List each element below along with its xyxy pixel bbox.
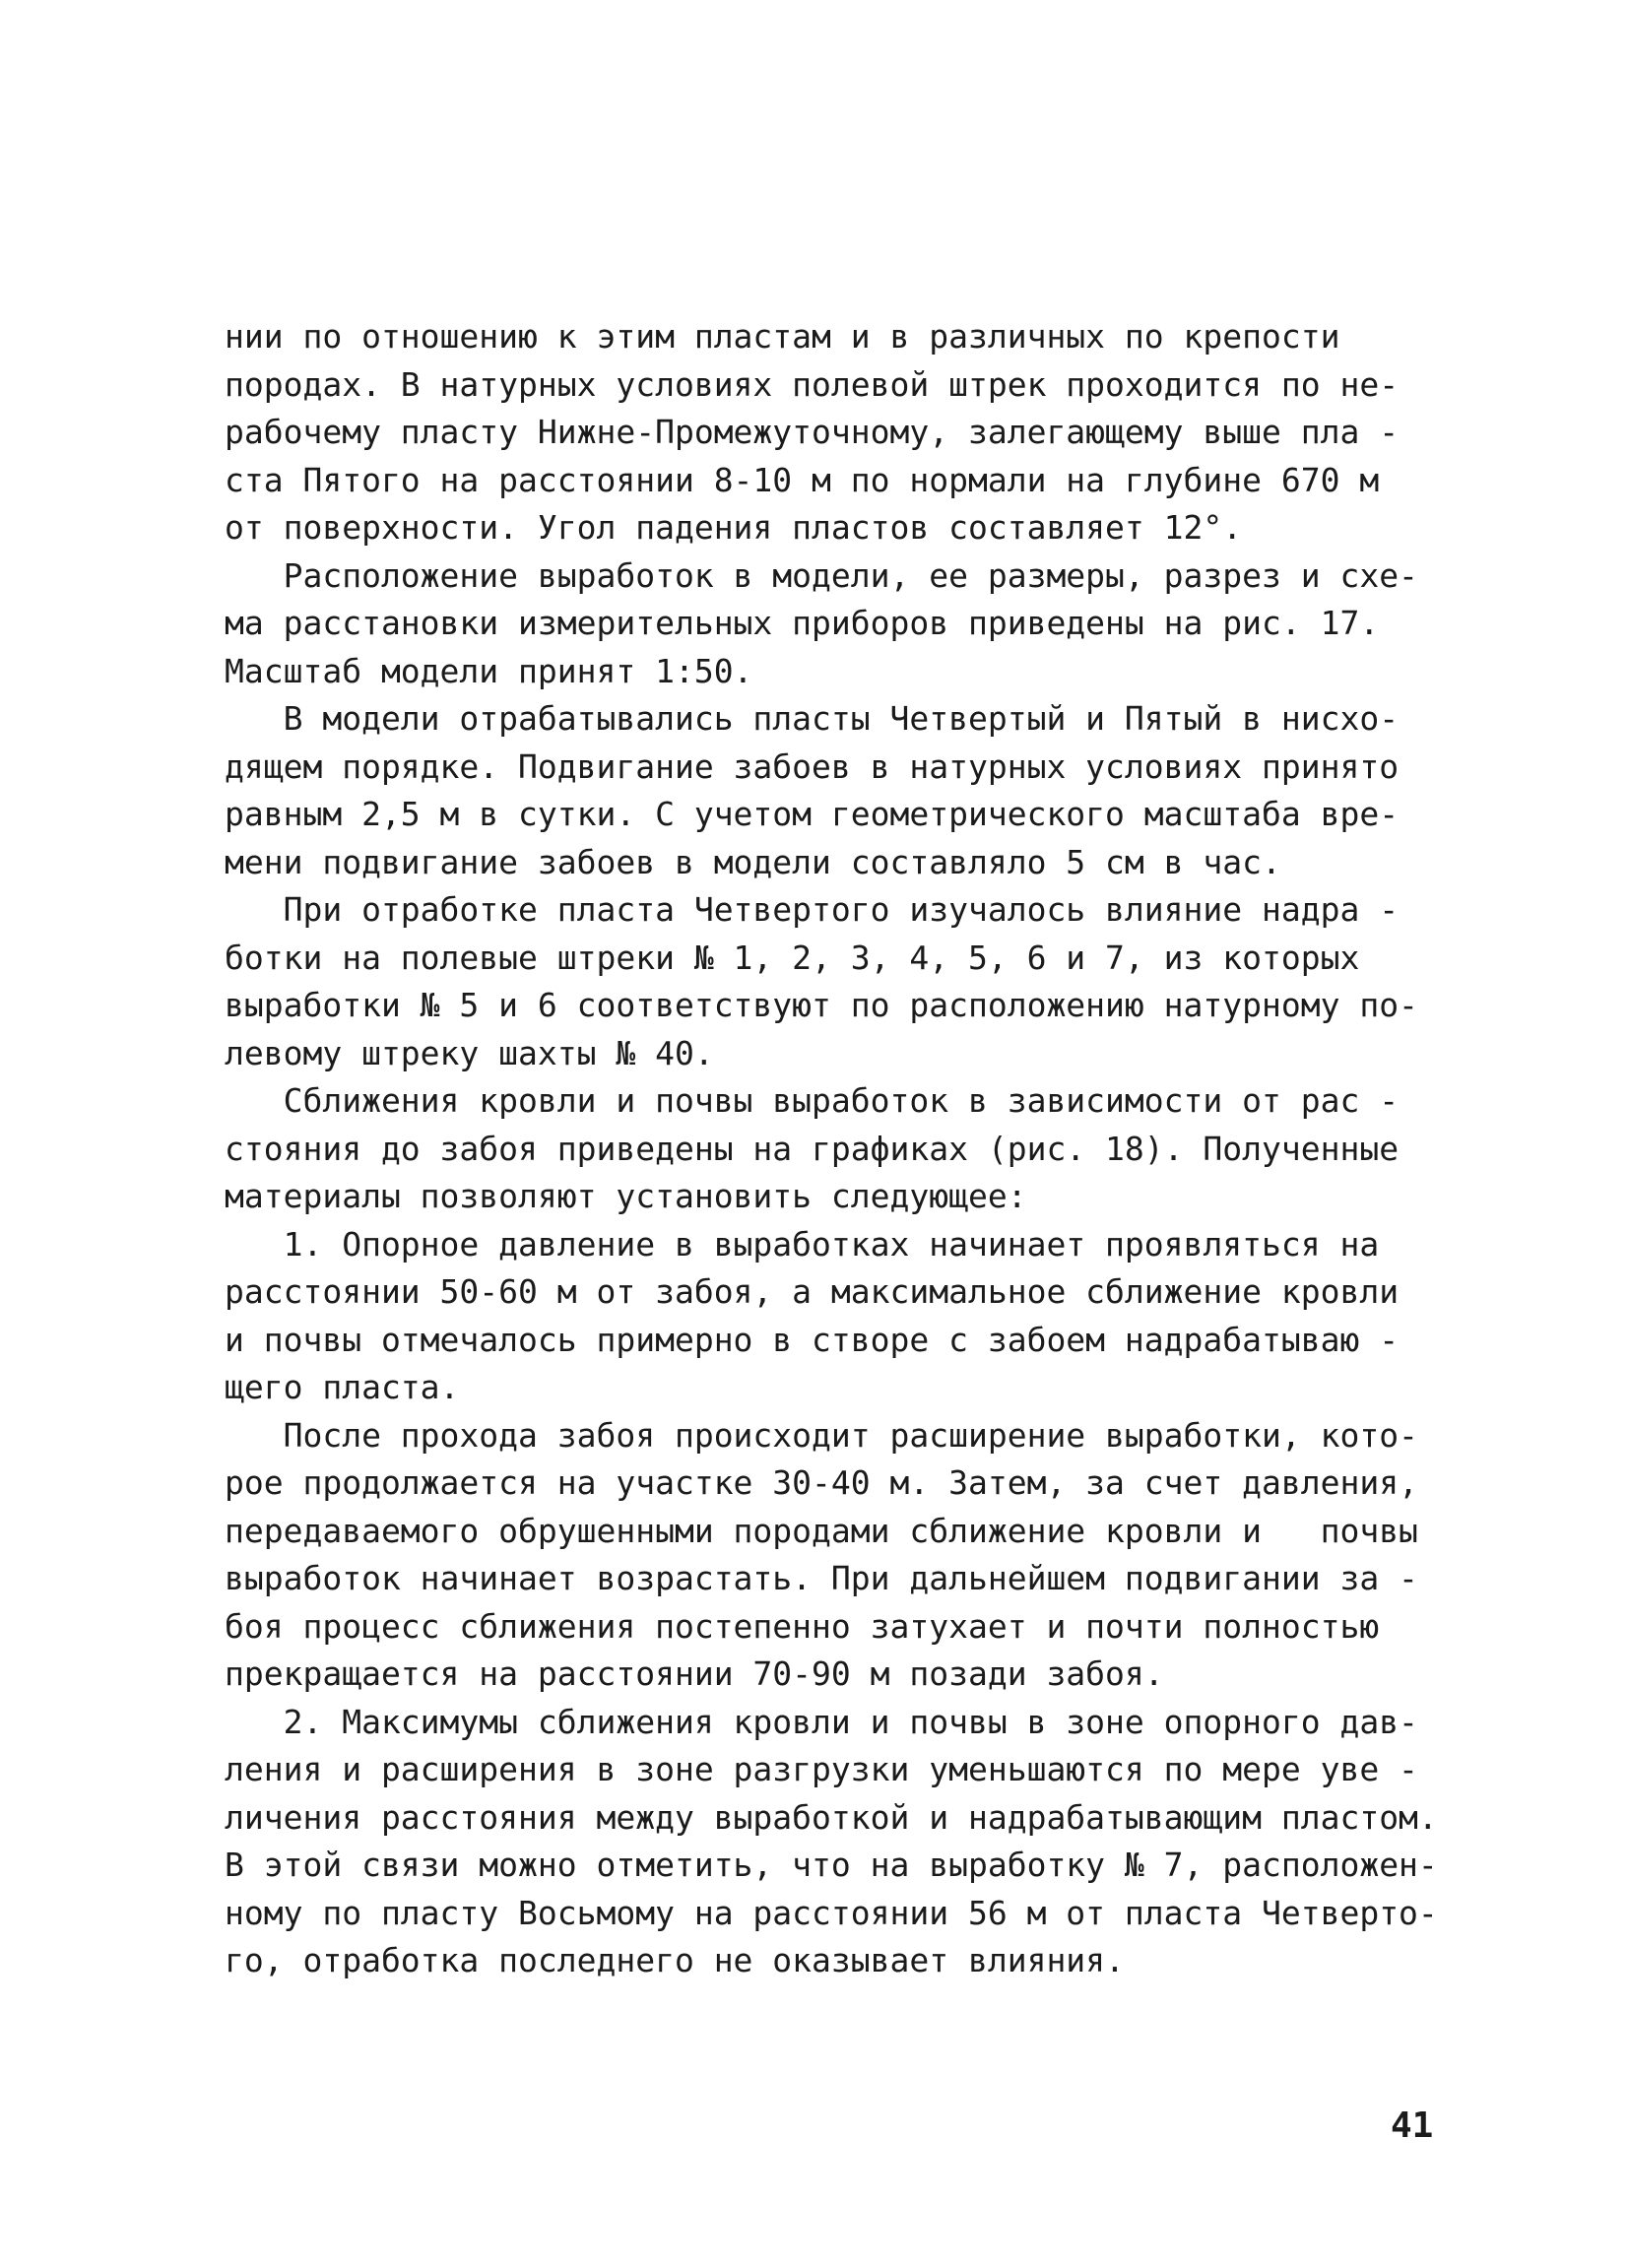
text-line: ления и расширения в зоне разгрузки уменьшаются по мере уве - (225, 1750, 1418, 1788)
text-line: Масштаб модели принят 1:50. (225, 651, 753, 690)
text-line: породах. В натурных условиях полевой штрек проходится по не- (225, 364, 1400, 404)
text-line: щего пласта. (225, 1368, 460, 1406)
text-line: ному по пласту Восьмому на расстоянии 56 м от пласта Четверто- (225, 1893, 1438, 1932)
text-line: боя процесс сближения постепенно затухает и почти полностью (225, 1606, 1380, 1646)
text-line: ботки на полевые штреки № 1, 2, 3, 4, 5, 6 и 7, из которых (225, 938, 1360, 977)
body-text (225, 313, 1456, 1985)
text-line: личения расстояния между выработкой и надрабатывающим пластом. (225, 1797, 1438, 1837)
text-line: рабочему пласту Нижне-Промежуточному, залегающему выше пла - (225, 413, 1400, 451)
text-line: передаваемого обрушенными породами сближение кровли и почвы (225, 1511, 1418, 1550)
text-line: Сближения кровли и почвы выработок в зависимости от рас - (225, 1081, 1400, 1120)
text-line: 1. Опорное давление в выработках начинает проявляться на (225, 1224, 1380, 1264)
text-line: от поверхности. Угол падения пластов составляет 12°. (225, 508, 1243, 547)
text-line: материалы позволяют установить следующее: (225, 1177, 1027, 1215)
text-line: Расположение выработок в модели, ее размеры, разрез и схе- (225, 555, 1418, 595)
text-line: выработок начинает возрастать. При дальнейшем подвигании за - (225, 1559, 1418, 1597)
text-line: и почвы отмечалось примерно в створе с забоем надрабатываю - (225, 1320, 1400, 1359)
text-line: выработки № 5 и 6 соответствуют по расположению натурному по- (225, 986, 1418, 1024)
text-line: ма расстановки измерительных приборов приведены на рис. 17. (225, 604, 1380, 642)
text-line: расстоянии 50-60 м от забоя, а максимальное сближение кровли (225, 1272, 1400, 1311)
text-line: 2. Максимумы сближения кровли и почвы в зоне опорного дав- (225, 1702, 1418, 1741)
text-line: В модели отрабатывались пласты Четвертый и Пятый в нисхо- (225, 699, 1400, 738)
page-number: 41 (1391, 2106, 1434, 2146)
text-line: рое продолжается на участке 30-40 м. Затем, за счет давления, (225, 1463, 1418, 1502)
text-line: нии по отношению к этим пластам и в различных по крепости (225, 317, 1340, 356)
text-line: мени подвигание забоев в модели составляло 5 см в час. (225, 842, 1281, 881)
text-line: При отработке пласта Четвертого изучалось влияние надра - (225, 890, 1400, 929)
text-line: В этой связи можно отметить, что на выработку № 7, расположен- (225, 1846, 1438, 1884)
text-line: левому штреку шахты № 40. (225, 1033, 714, 1072)
text-line: го, отработка последнего не оказывает влияния. (225, 1941, 1125, 1979)
text-line: прекращается на расстоянии 70-90 м позади забоя. (225, 1654, 1164, 1693)
text-line: равным 2,5 м в сутки. С учетом геометрического масштаба вре- (225, 795, 1400, 833)
text-line: После прохода забоя происходит расширение выработки, кото- (225, 1415, 1418, 1455)
text-line: ста Пятого на расстоянии 8-10 м по нормали на глубине 670 м (225, 460, 1380, 499)
text-line: дящем порядке. Подвигание забоев в натурных условиях принято (225, 746, 1400, 786)
text-line: стояния до забоя приведены на графиках (рис. 18). Полученные (225, 1129, 1400, 1168)
